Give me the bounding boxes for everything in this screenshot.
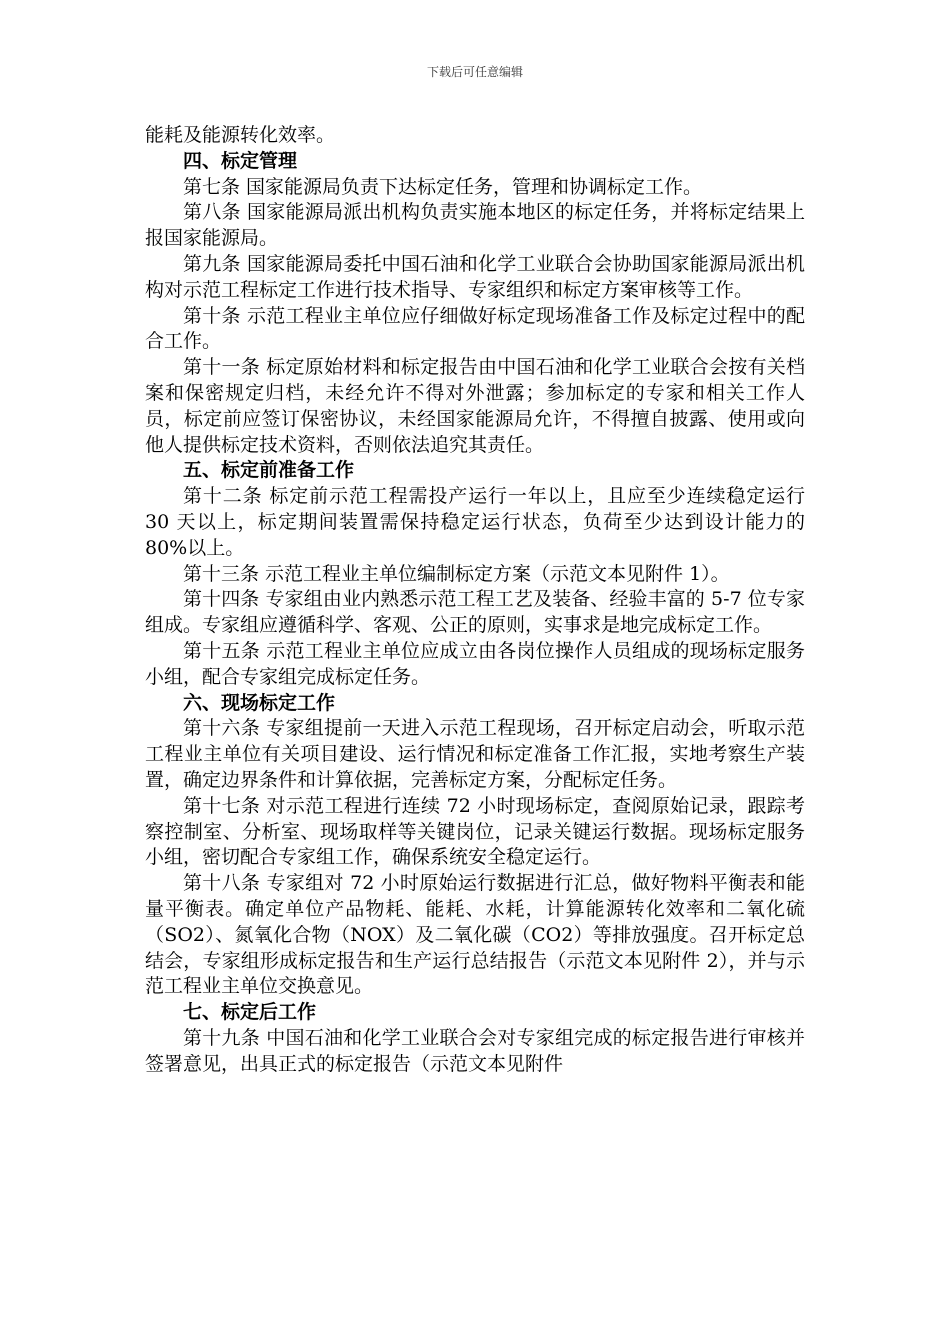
article-paragraph: 第七条 国家能源局负责下达标定任务，管理和协调标定工作。 xyxy=(183,175,703,198)
section-heading: 四、标定管理 xyxy=(183,149,298,172)
section-heading: 七、标定后工作 xyxy=(183,1001,317,1024)
section-heading: 五、标定前准备工作 xyxy=(183,459,355,482)
article-paragraph: 第十三条 示范工程业主单位编制标定方案（示范文本见附件 1）。 xyxy=(183,562,730,585)
article-paragraph: 第八条 国家能源局派出机构负责实施本地区的标定任务，并将标定结果上报国家能源局。 xyxy=(145,201,805,250)
article-paragraph: 第十七条 对示范工程进行连续 72 小时现场标定，查阅原始记录，跟踪考察控制室、分析室、现场取样等关键岗位，记录关键运行数据。现场标定服务小组，密切配合专家组工作，确保系统安全稳定运行。 xyxy=(145,794,805,869)
article-paragraph: 第十四条 专家组由业内熟悉示范工程工艺及装备、经验丰富的 5-7 位专家组成。专家组应遵循科学、客观、公正的原则，实事求是地完成标定工作。 xyxy=(145,588,805,637)
article-paragraph: 第十六条 专家组提前一天进入示范工程现场，召开标定启动会，听取示范工程业主单位有关项目建设、运行情况和标定准备工作汇报，实地考察生产装置，确定边界条件和计算依据，完善标定方案，分配标定任务。 xyxy=(145,717,805,791)
article-paragraph: 第九条 国家能源局委托中国石油和化学工业联合会协助国家能源局派出机构对示范工程标定工作进行技术指导、专家组织和标定方案审核等工作。 xyxy=(145,252,805,301)
article-paragraph: 第十条 示范工程业主单位应仔细做好标定现场准备工作及标定过程中的配合工作。 xyxy=(145,304,805,353)
document-body xyxy=(145,123,805,1077)
article-paragraph: 第十九条 中国石油和化学工业联合会对专家组完成的标定报告进行审核并签署意见，出具正式的标定报告（示范文本见附件 xyxy=(145,1026,805,1075)
article-paragraph: 第十五条 示范工程业主单位应成立由各岗位操作人员组成的现场标定服务小组，配合专家组完成标定任务。 xyxy=(145,639,805,688)
section-heading: 六、现场标定工作 xyxy=(183,691,336,714)
article-paragraph: 第十八条 专家组对 72 小时原始运行数据进行汇总，做好物料平衡表和能量平衡表。确定单位产品物耗、能耗、水耗，计算能源转化效率和二氧化硫（SO2）、氮氧化合物（NOX）及二氧化碳（CO2）等排放强度。召开标定总结会，专家组形成标定报告和生产运行总结报告（示范文本见附件 2），并与示范工程业主单位交换意见。 xyxy=(145,872,805,998)
article-paragraph: 第十一条 标定原始材料和标定报告由中国石油和化学工业联合会按有关档案和保密规定归档，未经允许不得对外泄露；参加标定的专家和相关工作人员，标定前应签订保密协议，未经国家能源局允许，不得擅自披露、使用或向他人提供标定技术资料，否则依法追究其责任。 xyxy=(145,356,805,456)
article-paragraph: 第十二条 标定前示范工程需投产运行一年以上，且应至少连续稳定运行 30 天以上，标定期间装置需保持稳定运行状态，负荷至少达到设计能力的 80%以上。 xyxy=(145,485,805,559)
page-header: 下载后可任意编辑 xyxy=(426,65,523,79)
paragraph: 能耗及能源转化效率。 xyxy=(145,124,336,146)
